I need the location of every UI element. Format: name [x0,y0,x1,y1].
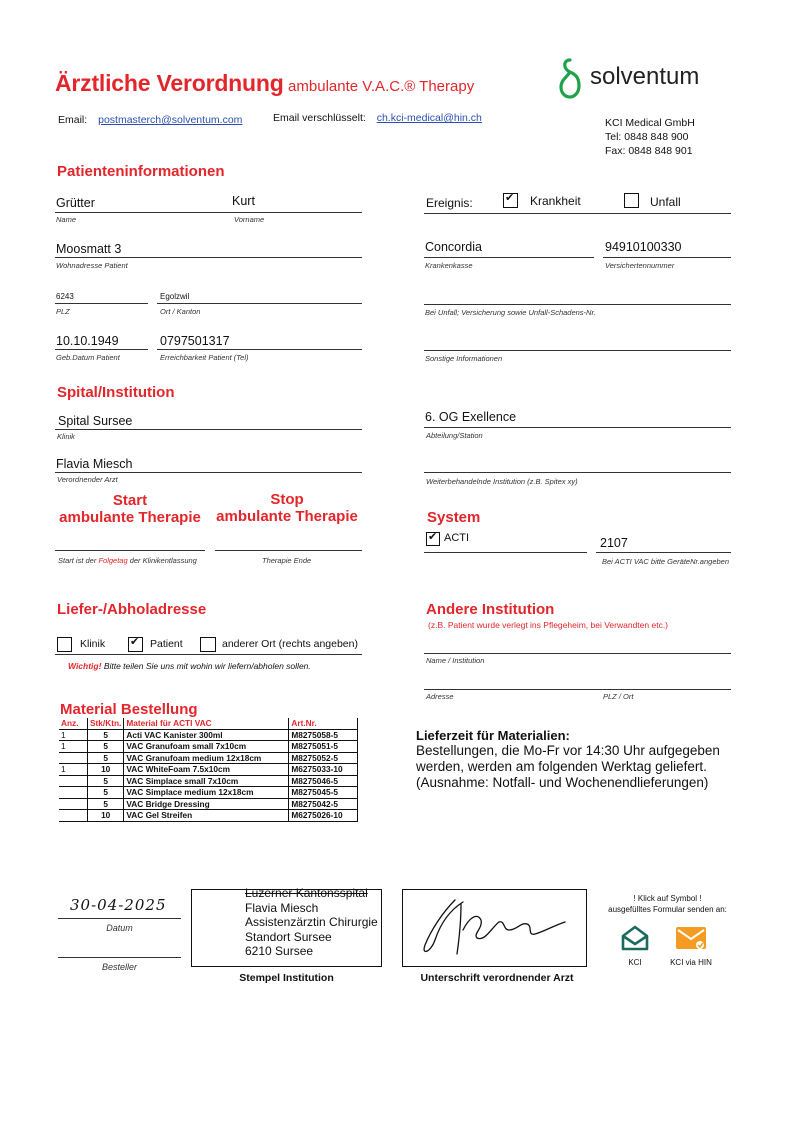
spital-station[interactable]: 6. OG Exellence [425,410,517,424]
send-kci-hin-button[interactable] [675,925,707,956]
start-sub-label: ambulante Therapie [59,509,201,526]
patient-krankenkasse[interactable]: Concordia [425,240,482,254]
email-link[interactable]: postmasterch@solventum.com [98,114,243,126]
table-row [59,775,358,787]
caption-versichertennummer: Versichertennummer [605,261,675,270]
cell-stueck-karton: 10 [88,810,124,822]
cell-anzahl[interactable] [59,810,88,822]
cell-artikelnummer: M6275033-10 [289,764,358,776]
stempel-line-2: Flavia Miesch [245,900,319,915]
patient-vorname[interactable]: Kurt [232,194,255,208]
header-anzahl: Anz. [59,718,88,729]
cell-artikelnummer: M6275026-10 [289,810,358,822]
stempel-line-1: Luzerner Kantonsspital [245,886,368,900]
caption-name-institution: Name / Institution [426,656,485,665]
cell-anzahl[interactable]: 1 [59,764,88,776]
cell-artikelnummer: M8275046-5 [289,775,358,787]
stempel-box[interactable] [191,886,382,967]
cell-material: VAC Simplace small 7x10cm [124,775,289,787]
cell-material: VAC Bridge Dressing [124,798,289,810]
title-main: Ärztliche Verordnung [55,70,284,96]
cell-anzahl[interactable] [59,752,88,764]
table-row [59,729,358,741]
cell-artikelnummer: M8275051-5 [289,741,358,753]
patient-geburtsdatum[interactable]: 10.10.1949 [56,334,119,348]
label-kci: KCI [628,958,642,967]
cell-anzahl[interactable]: 1 [59,729,88,741]
therapie-start-heading [55,492,205,526]
cell-artikelnummer: M8275042-5 [289,798,358,810]
caption-start [58,556,197,565]
checkbox-acti[interactable] [426,532,440,546]
section-spital: Spital/Institution [57,384,175,401]
stop-label: Stop [270,491,304,508]
email-enc-row [273,112,482,124]
label-kci-hin: KCI via HIN [670,958,712,967]
company-tel: Tel: 0848 848 900 [605,131,689,143]
table-row [59,764,358,776]
caption-datum: Datum [106,923,133,933]
caption-start-folgetag: Folgetag [98,556,128,565]
start-label: Start [112,492,148,509]
caption-adresse: Adresse [426,692,454,701]
section-andere-institution: Andere Institution [426,601,555,618]
caption-sonstige-informationen: Sonstige Informationen [425,354,503,363]
cell-stueck-karton: 5 [88,775,124,787]
label-liefer-klinik: Klinik [80,638,106,650]
checkbox-liefer-anderer-ort[interactable] [200,637,216,652]
ereignis-label: Ereignis: [426,196,473,210]
lieferzeit-line-3: (Ausnahme: Notfall- und Wochenendlieferungen) [416,775,709,790]
caption-geraetenummer: Bei ACTI VAC bitte GeräteNr.angeben [602,557,730,566]
header-material: Material für ACTI VAC [124,718,289,729]
caption-stempel-institution: Stempel Institution [239,972,334,984]
caption-start-c: der Klinikentlassung [127,556,197,565]
section-system: System [427,509,481,526]
company-name: KCI Medical GmbH [605,117,695,129]
mail-hin-icon [675,925,707,951]
email-enc-link[interactable]: ch.kci-medical@hin.ch [376,112,482,124]
email-row [58,114,242,126]
patient-ort[interactable]: Egolzwil [160,292,190,301]
lieferzeit-line-1: Bestellungen, die Mo-Fr vor 14:30 Uhr aufgegeben [416,743,720,758]
cell-stueck-karton: 5 [88,729,124,741]
patient-name[interactable]: Grütter [56,196,95,210]
spital-klinik[interactable]: Spital Sursee [58,414,133,428]
andere-institution-hinweis: (z.B. Patient wurde verlegt ins Pflegeheim, bei Verwandten etc.) [428,620,669,630]
liefer-hinweis [68,661,311,671]
caption-klinik: Klinik [57,432,75,441]
checkbox-unfall[interactable] [624,193,639,208]
cell-material: VAC Granufoam medium 12x18cm [124,752,289,764]
caption-besteller: Besteller [101,962,137,972]
material-table [59,718,358,822]
cell-stueck-karton: 5 [88,787,124,799]
checkbox-liefer-patient[interactable] [128,637,143,652]
email-enc-label: Email verschlüsselt: [273,112,366,124]
caption-geburtsdatum: Geb.Datum Patient [56,353,120,362]
patient-adresse[interactable]: Moosmatt 3 [56,242,122,256]
cell-material: Acti VAC Kanister 300ml [124,729,289,741]
caption-plz-ort: PLZ / Ort [603,692,634,701]
checkbox-krankheit[interactable] [503,193,518,208]
caption-therapie-ende: Therapie Ende [262,556,312,565]
system-geraetenummer[interactable]: 2107 [600,536,628,550]
solventum-logo-icon [555,56,585,100]
caption-unterschrift: Unterschrift verordnender Arzt [420,972,574,984]
brand-name: solventum [590,63,700,90]
company-info [605,116,695,158]
caption-vorname: Vorname [234,215,265,224]
caption-unfall-versicherung: Bei Unfall; Versicherung sowie Unfall-Schadens-Nr. [425,308,596,317]
table-row [59,752,358,764]
send-hint [600,893,735,915]
stop-sub-label: ambulante Therapie [216,508,358,525]
caption-plz: PLZ [56,307,70,316]
cell-anzahl[interactable]: 1 [59,741,88,753]
signature-icon [403,890,585,965]
caption-verordnender-arzt: Verordnender Arzt [57,475,118,484]
cell-anzahl[interactable] [59,798,88,810]
section-material-bestellung: Material Bestellung [60,701,198,718]
header-artikelnummer: Art.Nr. [289,718,358,729]
stempel-line-3: Assistenzärztin Chirurgie [245,915,378,929]
caption-telefon: Erreichbarkeit Patient (Tel) [160,353,249,362]
cell-artikelnummer: M8275045-5 [289,787,358,799]
patient-telefon[interactable]: 0797501317 [160,334,230,348]
table-row [59,787,358,799]
cell-stueck-karton: 10 [88,764,124,776]
label-krankheit: Krankheit [530,194,581,208]
cell-material: VAC Simplace medium 12x18cm [124,787,289,799]
email-label: Email: [58,114,88,126]
mail-open-icon [620,925,650,951]
table-row [59,741,358,753]
header-stueck-karton: Stk/Ktn. [88,718,124,729]
hinweis-text: Bitte teilen Sie uns mit wohin wir liefern/abholen sollen. [101,661,311,671]
send-hint-line-2: ausgefülltes Formular senden an: [608,905,727,914]
cell-material: VAC Granufoam small 7x10cm [124,741,289,753]
caption-start-a: Start ist der [58,556,99,565]
title-sub: ambulante V.A.C.® Therapy [288,78,475,95]
stempel-line-5: 6210 Sursee [245,944,314,958]
wichtig-label: Wichtig! [68,661,102,671]
label-liefer-anderer-ort: anderer Ort (rechts angeben) [222,638,358,650]
caption-station: Abteilung/Station [426,431,483,440]
company-fax: Fax: 0848 848 901 [605,145,693,157]
cell-stueck-karton: 5 [88,798,124,810]
cell-material: VAC WhiteFoam 7.5x10cm [124,764,289,776]
caption-krankenkasse: Krankenkasse [425,261,473,270]
caption-adresse: Wohnadresse Patient [56,261,128,270]
cell-anzahl[interactable] [59,787,88,799]
cell-artikelnummer: M8275058-5 [289,729,358,741]
cell-artikelnummer: M8275052-5 [289,752,358,764]
section-liefer-abholadresse: Liefer-/Abholadresse [57,601,207,618]
caption-name: Name [56,215,77,224]
spital-arzt[interactable]: Flavia Miesch [56,457,133,471]
send-kci-button[interactable] [620,925,650,956]
therapie-stop-heading [212,491,362,525]
lieferzeit-text [416,743,720,791]
cell-material: VAC Gel Streifen [124,810,289,822]
label-acti: ACTI [444,532,470,544]
table-row [59,810,358,822]
checkbox-liefer-klinik[interactable] [57,637,72,652]
patient-versichertennummer[interactable]: 94910100330 [605,240,682,254]
caption-ort: Ort / Kanton [160,307,201,316]
label-unfall: Unfall [650,195,681,209]
solventum-logo [555,56,585,105]
table-row [59,798,358,810]
caption-weiterbehandelnde-institution: Weiterbehandelnde Institution (z.B. Spitex xy) [426,477,578,486]
cell-stueck-karton: 5 [88,741,124,753]
label-liefer-patient: Patient [150,638,183,650]
datum-handschrift[interactable]: 30-04-2025 [70,896,167,914]
send-hint-line-1: ! Klick auf Symbol ! [633,894,702,903]
lieferzeit-line-2: werden, werden am folgenden Werktag geliefert. [416,759,707,774]
patient-plz[interactable]: 6243 [56,292,74,301]
section-patient: Patienteninformationen [57,163,225,180]
document-title [55,70,474,97]
lieferzeit-title: Lieferzeit für Materialien: [416,728,570,743]
material-header-row [59,718,358,729]
stempel-text [245,886,378,959]
cell-anzahl[interactable] [59,775,88,787]
cell-stueck-karton: 5 [88,752,124,764]
unterschrift-box[interactable] [402,889,587,967]
stempel-line-4: Standort Sursee [245,929,332,944]
